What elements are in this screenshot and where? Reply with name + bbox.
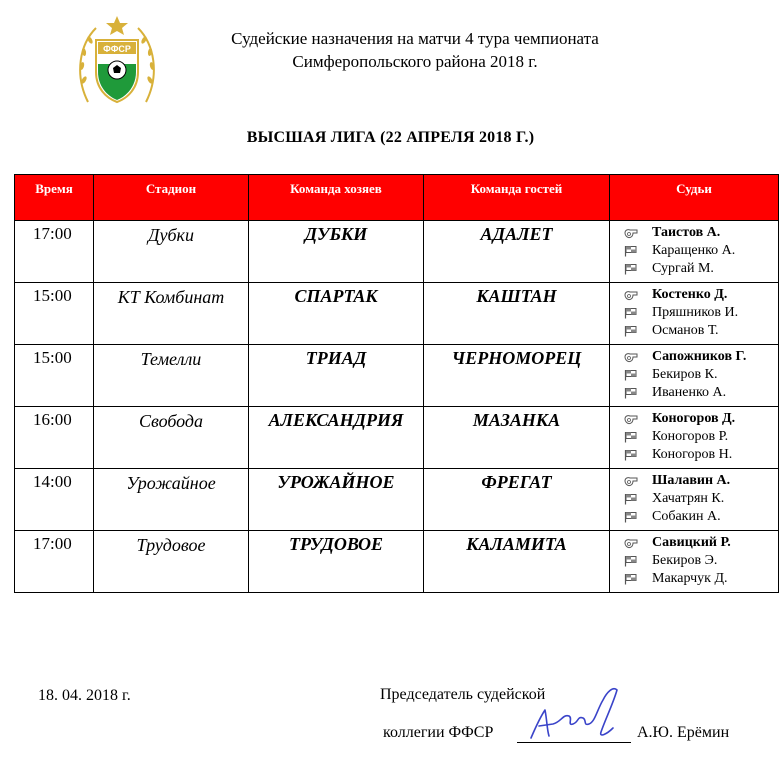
referee-name: Собакин А. [652, 509, 721, 524]
time-cell: 17:00 [15, 221, 94, 283]
away-team-cell: МАЗАНКА [424, 407, 610, 469]
assistant-referee [624, 304, 778, 322]
signatory-title-line-1: Председатель судейской [380, 686, 546, 703]
home-team-cell: ТРИАД [249, 345, 424, 407]
referee-list [610, 469, 778, 526]
handwritten-signature [517, 680, 637, 746]
league-title: ВЫСШАЯ ЛИГА (22 АПРЕЛЯ 2018 Г.) [246, 129, 535, 146]
signatory-title-line-2: коллегии ФФСР [383, 724, 494, 741]
referee-name: Макарчук Д. [652, 571, 728, 586]
time-cell: 17:00 [15, 531, 94, 593]
flag-icon [624, 493, 638, 505]
referee-name: Хачатрян К. [652, 491, 725, 506]
main-referee [624, 286, 778, 304]
column-header-home-team: Команда хозяев [249, 175, 424, 221]
table-row [15, 221, 779, 283]
away-team-cell: КАЛАМИТА [424, 531, 610, 593]
assistant-referee [624, 490, 778, 508]
assistant-referee [624, 570, 778, 588]
table-row [15, 531, 779, 593]
main-referee [624, 534, 778, 552]
referee-name: Бекиров Э. [652, 553, 718, 568]
home-team-cell: УРОЖАЙНОЕ [249, 469, 424, 531]
flag-icon [624, 307, 638, 319]
flag-icon [624, 449, 638, 461]
flag-icon [624, 573, 638, 585]
table-row [15, 407, 779, 469]
time-cell: 16:00 [15, 407, 94, 469]
referees-cell [610, 469, 779, 531]
table-row [15, 469, 779, 531]
assistant-referee [624, 508, 778, 526]
stadium-cell: Темелли [94, 345, 249, 407]
stadium-cell: Свобода [94, 407, 249, 469]
away-team-cell: ЧЕРНОМОРЕЦ [424, 345, 610, 407]
assistant-referee [624, 260, 778, 278]
flag-icon [624, 555, 638, 567]
main-referee [624, 224, 778, 242]
referee-list [610, 531, 778, 588]
stadium-cell: Урожайное [94, 469, 249, 531]
home-team-cell: АЛЕКСАНДРИЯ [249, 407, 424, 469]
referee-list [610, 407, 778, 464]
ffsr-logo [78, 14, 156, 106]
whistle-icon [624, 227, 638, 239]
referee-name: Сургай М. [652, 261, 714, 276]
referee-name: Сапожников Г. [652, 349, 747, 364]
whistle-icon [624, 289, 638, 301]
flag-icon [624, 369, 638, 381]
stadium-cell: Трудовое [94, 531, 249, 593]
time-cell: 15:00 [15, 283, 94, 345]
whistle-icon [624, 351, 638, 363]
home-team-cell: СПАРТАК [249, 283, 424, 345]
footer-date: 18. 04. 2018 г. [38, 687, 131, 704]
referee-name: Коногоров Н. [652, 447, 733, 462]
referee-name: Шалавин А. [652, 473, 731, 488]
referees-cell [610, 283, 779, 345]
home-team-cell: ТРУДОВОЕ [249, 531, 424, 593]
referee-name: Коногоров Д. [652, 411, 736, 426]
referee-name: Бекиров К. [652, 367, 718, 382]
away-team-cell: АДАЛЕТ [424, 221, 610, 283]
column-header-referees: Судьи [610, 175, 779, 221]
main-referee [624, 348, 778, 366]
column-header-away-team: Команда гостей [424, 175, 610, 221]
table-row [15, 345, 779, 407]
referee-list [610, 345, 778, 402]
referees-cell [610, 407, 779, 469]
referee-name: Иваненко А. [652, 385, 727, 400]
assistant-referee [624, 446, 778, 464]
assistant-referee [624, 552, 778, 570]
whistle-icon [624, 413, 638, 425]
schedule-table [14, 174, 779, 593]
referee-name: Коногоров Р. [652, 429, 729, 444]
referees-cell [610, 221, 779, 283]
assistant-referee [624, 366, 778, 384]
assistant-referee [624, 322, 778, 340]
title-line-1: Судейские назначения на матчи 4 тура чемпионата [231, 29, 599, 48]
referee-list [610, 283, 778, 340]
flag-icon [624, 511, 638, 523]
flag-icon [624, 245, 638, 257]
signatory-name: А.Ю. Ерёмин [637, 724, 730, 741]
flag-icon [624, 263, 638, 275]
time-cell: 15:00 [15, 345, 94, 407]
title-line-2: Симферопольского района 2018 г. [292, 52, 538, 71]
referee-name: Таистов А. [652, 225, 721, 240]
table-row [15, 283, 779, 345]
flag-icon [624, 431, 638, 443]
referee-name: Костенко Д. [652, 287, 728, 302]
referee-list [610, 221, 778, 278]
referee-name: Савицкий Р. [652, 535, 731, 550]
whistle-icon [624, 475, 638, 487]
main-referee [624, 472, 778, 490]
table-header-row [15, 175, 779, 221]
column-header-stadium: Стадион [94, 175, 249, 221]
flag-icon [624, 325, 638, 337]
whistle-icon [624, 537, 638, 549]
away-team-cell: ФРЕГАТ [424, 469, 610, 531]
referee-name: Османов Т. [652, 323, 719, 338]
assistant-referee [624, 242, 778, 260]
referee-name: Пряшников И. [652, 305, 739, 320]
assistant-referee [624, 384, 778, 402]
time-cell: 14:00 [15, 469, 94, 531]
referees-cell [610, 345, 779, 407]
referee-name: Каращенко А. [652, 243, 736, 258]
referees-cell [610, 531, 779, 593]
away-team-cell: КАШТАН [424, 283, 610, 345]
logo-text: ФФСР [103, 44, 131, 54]
assistant-referee [624, 428, 778, 446]
document-title [180, 27, 650, 73]
flag-icon [624, 387, 638, 399]
column-header-time: Время [15, 175, 94, 221]
home-team-cell: ДУБКИ [249, 221, 424, 283]
main-referee [624, 410, 778, 428]
stadium-cell: КТ Комбинат [94, 283, 249, 345]
stadium-cell: Дубки [94, 221, 249, 283]
